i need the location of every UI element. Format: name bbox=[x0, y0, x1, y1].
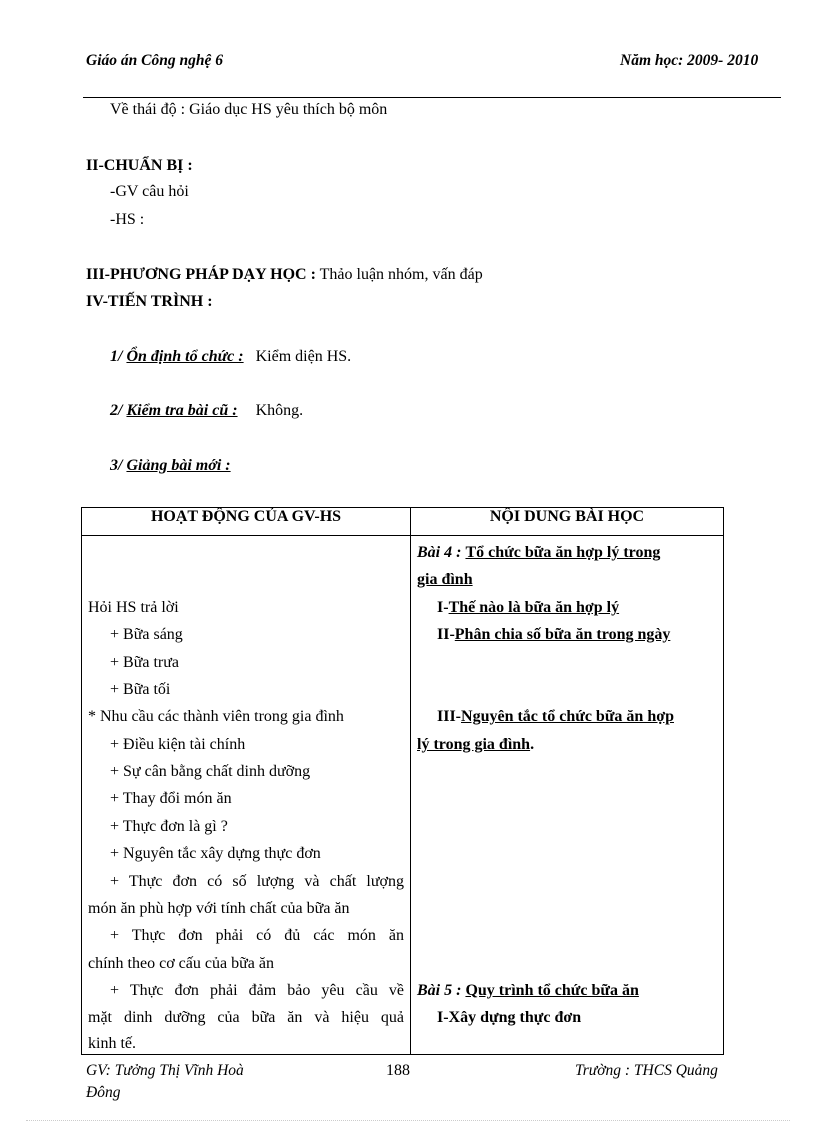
header-school-year: Năm học: 2009- 2010 bbox=[620, 52, 759, 69]
step-3 bbox=[110, 457, 231, 475]
activity-line: + Bữa tối bbox=[110, 681, 171, 698]
page-bottom-divider bbox=[26, 1120, 790, 1121]
item-1-number: I- bbox=[437, 599, 449, 616]
step-1-text: Kiểm diện HS. bbox=[255, 348, 352, 365]
step-2-title: Kiểm tra bài cũ : bbox=[126, 402, 238, 419]
lesson-5-title: Quy trình tổ chức bữa ăn bbox=[465, 982, 639, 999]
item-3-period: . bbox=[530, 736, 535, 753]
section-method bbox=[86, 266, 483, 284]
activity-line: + Thực đơn có số lượng và chất lượng bbox=[110, 873, 404, 890]
prep-teacher: -GV câu hỏi bbox=[110, 183, 189, 200]
lesson-5-item-1: I-Xây dựng thực đơn bbox=[437, 1009, 582, 1026]
activity-line: + Thực đơn là gì ? bbox=[110, 818, 228, 835]
lesson-4-label: Bài 4 : bbox=[417, 544, 462, 561]
section-process-heading: IV-TIẾN TRÌNH : bbox=[86, 293, 213, 310]
lesson-5-label: Bài 5 : bbox=[417, 982, 462, 999]
footer-school: Trường : THCS Quảng bbox=[575, 1062, 718, 1079]
activity-line: Hỏi HS trả lời bbox=[88, 599, 179, 616]
activity-line: * Nhu cầu các thành viên trong gia đình bbox=[88, 708, 344, 725]
page-number: 188 bbox=[386, 1062, 410, 1079]
lesson-5-title-line bbox=[417, 981, 717, 1001]
footer-school-cont: Đông bbox=[86, 1084, 121, 1101]
activity-line: chính theo cơ cấu của bữa ăn bbox=[88, 955, 274, 972]
lesson-4-title-line1 bbox=[417, 543, 717, 563]
item-2-text: Phân chia số bữa ăn trong ngày bbox=[454, 626, 671, 643]
lesson-4-item-3 bbox=[437, 707, 717, 727]
step-2-text: Không. bbox=[255, 402, 304, 419]
lesson-4-title: Tổ chức bữa ăn hợp lý trong bbox=[465, 544, 661, 561]
header-lesson-content: NỘI DUNG BÀI HỌC bbox=[411, 508, 724, 536]
lesson-4-item-2 bbox=[437, 625, 717, 645]
activity-line: + Sự cân bằng chất dinh dưỡng bbox=[110, 763, 311, 780]
prep-student: -HS : bbox=[110, 211, 145, 228]
lesson-4-title-line2: gia đình bbox=[417, 571, 473, 588]
step-1 bbox=[110, 348, 351, 366]
activity-line: + Bữa sáng bbox=[110, 626, 183, 643]
lesson-4-item-3-cont bbox=[417, 735, 717, 755]
activity-line: + Thực đơn phải đảm bảo yêu cầu về bbox=[110, 982, 404, 999]
item-3-text-cont: lý trong gia đình bbox=[417, 736, 531, 753]
step-2 bbox=[110, 402, 303, 420]
attitude-objective: Về thái độ : Giáo dục HS yêu thích bộ môn bbox=[110, 101, 388, 118]
item-2-number: II- bbox=[437, 626, 455, 643]
step-1-title: Ổn định tổ chức : bbox=[126, 348, 244, 365]
header-subject: Giáo án Công nghệ 6 bbox=[86, 52, 223, 69]
step-1-number: 1/ bbox=[110, 348, 127, 365]
table-header-row bbox=[82, 508, 724, 536]
lesson-content-cell bbox=[411, 536, 724, 1055]
method-heading: III-PHƯƠNG PHÁP DẠY HỌC : bbox=[86, 266, 316, 283]
activity-line: + Thay đổi món ăn bbox=[110, 790, 232, 807]
activity-line: kinh tế. bbox=[88, 1035, 136, 1052]
footer-teacher: GV: Tưởng Thị Vĩnh Hoà bbox=[86, 1062, 244, 1079]
section-preparation-heading: II-CHUẨN BỊ : bbox=[86, 157, 193, 174]
header-rule bbox=[83, 97, 781, 98]
activity-line: + Điều kiện tài chính bbox=[110, 736, 246, 753]
lesson-table bbox=[81, 507, 724, 1055]
lesson-4-item-1 bbox=[437, 598, 717, 618]
step-3-number: 3/ bbox=[110, 457, 127, 474]
activity-line: + Nguyên tắc xây dựng thực đơn bbox=[110, 845, 321, 862]
item-3-number: III- bbox=[437, 708, 462, 725]
item-1-text: Thế nào là bữa ăn hợp lý bbox=[448, 599, 620, 616]
activity-line: + Bữa trưa bbox=[110, 654, 180, 671]
activity-line: món ăn phù hợp với tính chất của bữa ăn bbox=[88, 900, 350, 917]
activities-cell bbox=[82, 536, 411, 1055]
table-body-row bbox=[82, 536, 724, 1055]
method-text: Thảo luận nhóm, vấn đáp bbox=[315, 266, 483, 283]
step-2-number: 2/ bbox=[110, 402, 127, 419]
activity-line: + Thực đơn phải có đủ các món ăn bbox=[110, 927, 404, 944]
step-3-title: Giảng bài mới : bbox=[126, 457, 231, 474]
header-activities: HOẠT ĐỘNG CỦA GV-HS bbox=[82, 508, 411, 536]
item-3-text: Nguyên tắc tổ chức bữa ăn hợp bbox=[461, 708, 674, 725]
activity-line: mặt dinh dưỡng của bữa ăn và hiệu quả bbox=[88, 1009, 404, 1026]
